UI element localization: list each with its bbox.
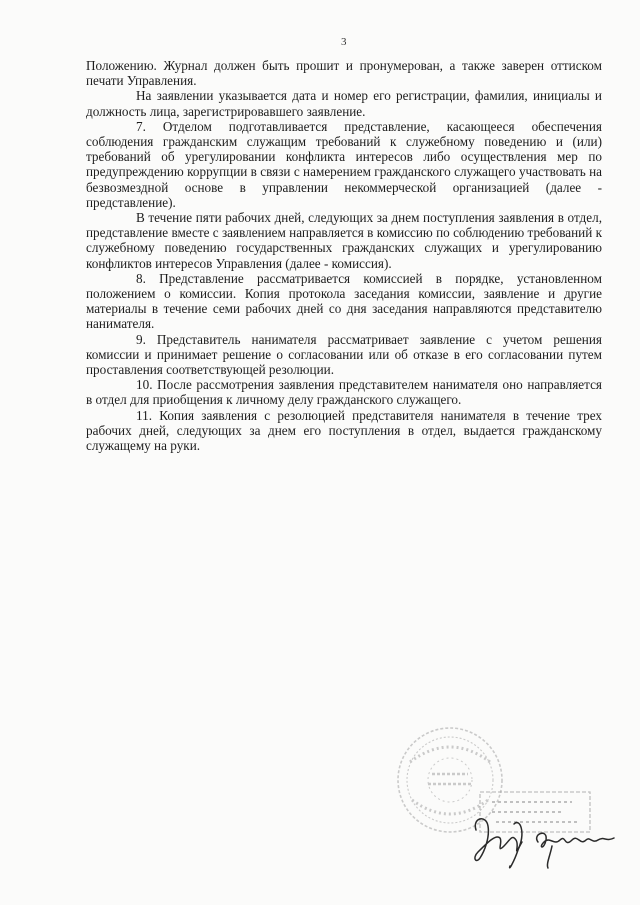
handwritten-signature-icon xyxy=(475,819,614,868)
paragraph-8: 8. Представление рассматривается комиссией в порядке, установленном положением о комиссии. Копия протокола заседания комиссии, заявление и другие материалы в течение семи рабочих дней со дня заседания направляются представителю нанимателя. xyxy=(86,270,602,332)
document-body xyxy=(86,58,602,453)
page-number: 3 xyxy=(341,36,347,48)
paragraph-7-continued: В течение пяти рабочих дней, следующих за днем поступления заявления в отдел, представление вместе с заявлением направляется в комиссию по соблюдению требований к служебному поведению государственных гражданских служащих и урегулированию конфликтов интересов Управления (далее - комиссия). xyxy=(86,210,602,271)
paragraph-9: 9. Представитель нанимателя рассматривает заявление с учетом решения комиссии и принимает решение о согласовании или об отказе в его согласовании путем проставления соответствующей резолюции. xyxy=(86,331,602,378)
paragraph-7: 7. Отделом подготавливается представление, касающееся обеспечения соблюдения гражданским служащим требований к служебному поведению и (или) требований об урегулировании конфликта интересов либо осуществления мер по предупреждению коррупции в связи с намерением гражданского служащего участвовать на безвозмездной основе в управлении некоммерческой организацией (далее - представление). xyxy=(86,118,602,210)
paragraph-continuation: Положению. Журнал должен быть прошит и пронумерован, а также заверен оттиском печати Управления. xyxy=(86,58,602,89)
paragraph-11: 11. Копия заявления с резолюцией представителя нанимателя в течение трех рабочих дней, следующих за днем его поступления в отдел, выдается гражданскому служащему на руки. xyxy=(86,407,602,454)
stamp-and-signature xyxy=(392,722,640,892)
paragraph-registration: На заявлении указывается дата и номер его регистрации, фамилия, инициалы и должность лица, зарегистрировавшего заявление. xyxy=(86,88,602,119)
rectangle-stamp-icon xyxy=(480,792,590,832)
paragraph-10: 10. После рассмотрения заявления представителем нанимателя оно направляется в отдел для приобщения к личному делу гражданского служащего. xyxy=(86,377,602,408)
seal-stamp-icon xyxy=(398,728,502,832)
